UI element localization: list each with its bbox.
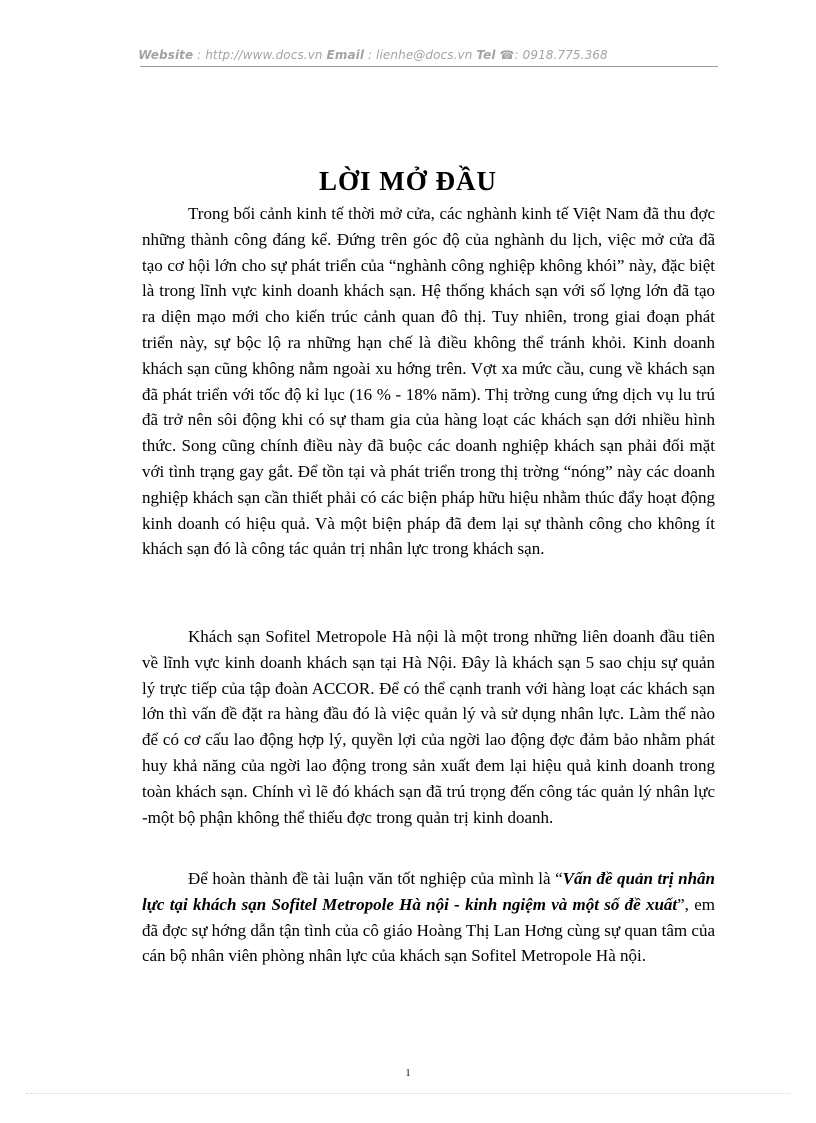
email-value: : lienhe@docs.vn (368, 48, 473, 62)
thesis-tail-text: ”, em đã đợc sự hớng dẫn tận tình của cô giáo Hoàng Thị Lan Hơng cùng sự quan tâm của cán bộ nhân viên phòng nhân lực của khách sạn Sofitel Metropole Hà nội. (142, 894, 715, 966)
phone-icon: ☎ (499, 48, 515, 62)
email-label: Email (326, 48, 365, 62)
page-number: 1 (405, 1068, 411, 1079)
tel-value: : 0918.775.368 (514, 48, 608, 62)
paragraph-thesis (142, 866, 715, 969)
paragraph-intro: Trong bối cảnh kinh tế thời mở cửa, các nghành kinh tế Việt Nam đã thu đợc những thành công đáng kể. Đứng trên góc độ của nghành du lịch, việc mở cửa đã tạo cơ hội lớn cho sự phát triển của “nghành công nghiệp không khói” này, đặc biệt là trong lĩnh vực kinh doanh khách sạn. Hệ thống khách sạn với số lợng lớn đã tạo ra diện mạo mới cho kiến trúc cảnh quan đô thị. Tuy nhiên, trong giai đoạn phát triển này, sự bộc lộ ra những hạn chế là điều không thể tránh khỏi. Kinh doanh khách sạn cũng không nằm ngoài xu hớng trên. Vợt xa mức cầu, cung về khách sạn đã phát triển với tốc độ kỉ lục (16 % - 18% năm). Thị trờng cung ứng dịch vụ lu trú đã trở nên sôi động khi có sự tham gia của hàng loạt các khách sạn dới nhiều hình thức. Song cũng chính điều này đã buộc các doanh nghiệp khách sạn phải đối mặt với tình trạng gay gắt. Để tồn tại và phát triển trong thị trờng “nóng” này các doanh nghiệp khách sạn cần thiết phải có các biện pháp hữu hiệu nhằm thúc đẩy hoạt động kinh doanh có hiệu quả. Và một biện pháp đã đem lại sự thành công cho không ít khách sạn đó là công tác quản trị nhân lực trong khách sạn. (142, 204, 715, 559)
thesis-lead-text: Để hoàn thành đề tài luận văn tốt nghiệp của mình là “ (188, 869, 563, 888)
page-title: LỜI MỞ ĐẦU (319, 166, 497, 196)
header-divider (140, 66, 718, 67)
thesis-title: Vấn đề quản trị nhân lực tại khách sạn Sofitel Metropole Hà nội - kinh ngiệm và một số đề xuất (142, 869, 715, 914)
page-header (30, 48, 716, 62)
paragraph-hotel: Khách sạn Sofitel Metropole Hà nội là một trong những liên doanh đầu tiên về lĩnh vực kinh doanh khách sạn tại Hà Nội. Đây là khách sạn 5 sao chịu sự quản lý trực tiếp của tập đoàn ACCOR. Để có thể cạnh tranh với hàng loạt các khách sạn lớn thì vấn đề đặt ra hàng đầu đó là việc quản lý và sử dụng nhân lực. Làm thế nào để có cơ cấu lao động hợp lý, quyền lợi của ngời lao động đợc đảm bảo nhằm phát huy khả năng của ngời lao động trong sản xuất đem lại hiệu quả kinh doanh trong toàn khách sạn. Chính vì lẽ đó khách sạn đã trú trọng đến công tác quản lý nhân lực -một bộ phận không thể thiếu đợc trong quản trị kinh doanh. (142, 627, 715, 827)
website-label: Website (138, 48, 194, 62)
website-value: : http://www.docs.vn (197, 48, 323, 62)
footer-divider (26, 1093, 790, 1094)
tel-label: Tel (476, 48, 496, 62)
